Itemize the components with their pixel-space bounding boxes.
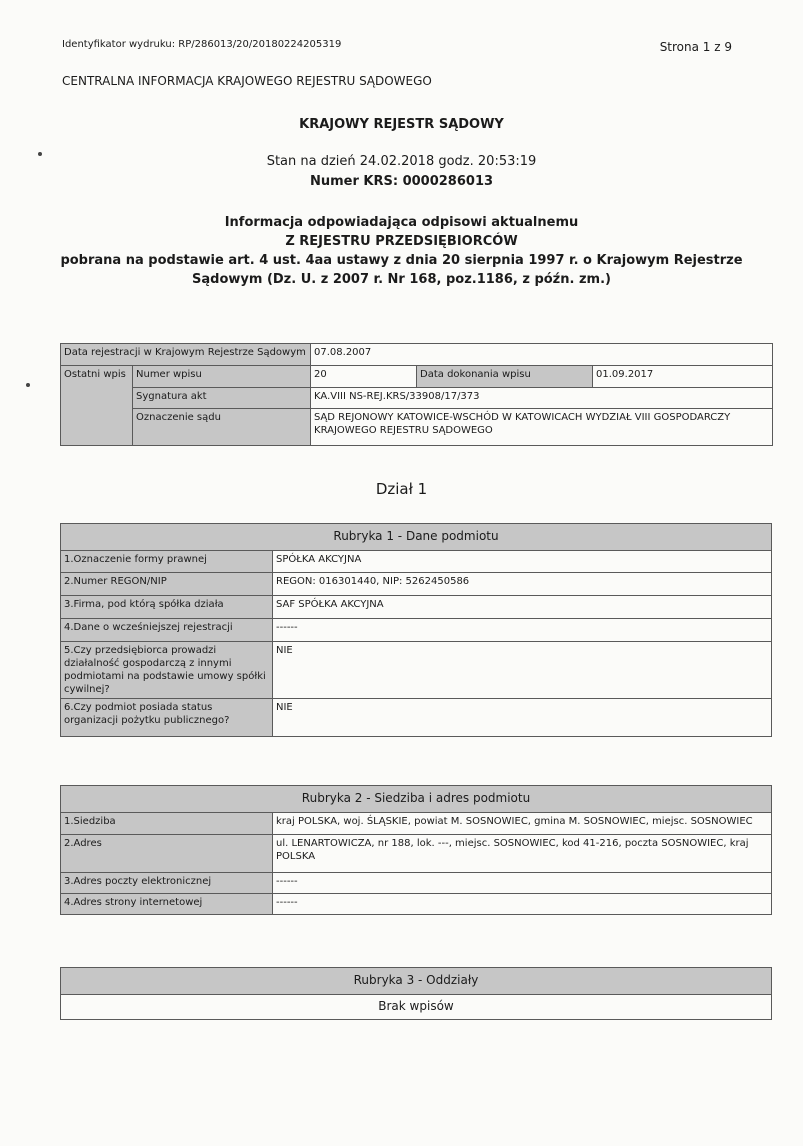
entry-date-value: 01.09.2017 [593,366,773,388]
table-row [61,573,772,596]
table-row [61,642,772,699]
table-row [61,894,772,915]
table-row [61,699,772,737]
last-entry-label: Ostatni wpis [61,366,133,446]
row-label: 2.Adres [61,835,273,873]
entry-date-label: Data dokonania wpisu [417,366,593,388]
page-number: Strona 1 z 9 [659,40,732,54]
signature-value: KA.VIII NS-REJ.KRS/33908/17/373 [311,388,773,409]
row-value: SAF SPÓŁKA AKCYJNA [273,596,772,619]
registration-table [60,343,773,446]
reg-date-value: 07.08.2007 [311,344,773,366]
entry-no-value: 20 [311,366,417,388]
rubric-1-table [60,523,772,737]
row-value: ------ [273,894,772,915]
row-value: SPÓŁKA AKCYJNA [273,551,772,573]
signature-label: Sygnatura akt [133,388,311,409]
entry-no-label: Numer wpisu [133,366,311,388]
info-line-3: pobrana na podstawie art. 4 ust. 4aa ustawy z dnia 20 sierpnia 1997 r. o Krajowym Rejestrze [60,253,743,268]
no-entries: Brak wpisów [61,995,772,1020]
table-row [61,619,772,642]
row-value: NIE [273,642,772,699]
court-value: SĄD REJONOWY KATOWICE-WSCHÓD W KATOWICACH WYDZIAŁ VIII GOSPODARCZY KRAJOWEGO REJESTRU SĄDOWEGO [311,409,773,446]
row-label: 6.Czy podmiot posiada status organizacji pożytku publicznego? [61,699,273,737]
organization-name: CENTRALNA INFORMACJA KRAJOWEGO REJESTRU SĄDOWEGO [62,74,432,88]
row-value: kraj POLSKA, woj. ŚLĄSKIE, powiat M. SOSNOWIEC, gmina M. SOSNOWIEC, miejsc. SOSNOWIEC [273,813,772,835]
table-row [61,813,772,835]
row-value: REGON: 016301440, NIP: 5262450586 [273,573,772,596]
rubric-2-title: Rubryka 2 - Siedziba i adres podmiotu [61,786,772,813]
scan-speck [26,383,30,387]
table-row [61,873,772,894]
rubric-1-title: Rubryka 1 - Dane podmiotu [61,524,772,551]
row-value: ul. LENARTOWICZA, nr 188, lok. ---, miejsc. SOSNOWIEC, kod 41-216, poczta SOSNOWIEC, kraj POLSKA [273,835,772,873]
row-value: NIE [273,699,772,737]
reg-date-label: Data rejestracji w Krajowym Rejestrze Sądowym [61,344,311,366]
court-label: Oznaczenie sądu [133,409,311,446]
row-label: 1.Siedziba [61,813,273,835]
row-value: ------ [273,873,772,894]
row-label: 2.Numer REGON/NIP [61,573,273,596]
table-row [61,596,772,619]
row-label: 4.Adres strony internetowej [61,894,273,915]
table-row [61,551,772,573]
row-label: 3.Adres poczty elektronicznej [61,873,273,894]
row-label: 5.Czy przedsiębiorca prowadzi działalność gospodarczą z innymi podmiotami na podstawie umowy spółki cywilnej? [61,642,273,699]
row-label: 4.Dane o wcześniejszej rejestracji [61,619,273,642]
row-value: ------ [273,619,772,642]
table-row [61,835,772,873]
krs-number: Numer KRS: 0000286013 [309,174,494,189]
print-identifier: Identyfikator wydruku: RP/286013/20/20180224205319 [62,39,342,50]
document-info [0,213,803,289]
row-label: 3.Firma, pod którą spółka działa [61,596,273,619]
status-date: Stan na dzień 24.02.2018 godz. 20:53:19 [266,154,537,169]
row-label: 1.Oznaczenie formy prawnej [61,551,273,573]
info-line-4: Sądowym (Dz. U. z 2007 r. Nr 168, poz.1186, z późn. zm.) [192,272,611,287]
rubric-3-title: Rubryka 3 - Oddziały [61,968,772,995]
rubric-3-table [60,967,772,1020]
info-line-1: Informacja odpowiadająca odpisowi aktualnemu [224,215,579,230]
rubric-2-table [60,785,772,915]
section-title: Dział 1 [375,480,428,498]
registry-title: KRAJOWY REJESTR SĄDOWY [299,117,504,132]
info-line-2: Z REJESTRU PRZEDSIĘBIORCÓW [285,234,518,249]
